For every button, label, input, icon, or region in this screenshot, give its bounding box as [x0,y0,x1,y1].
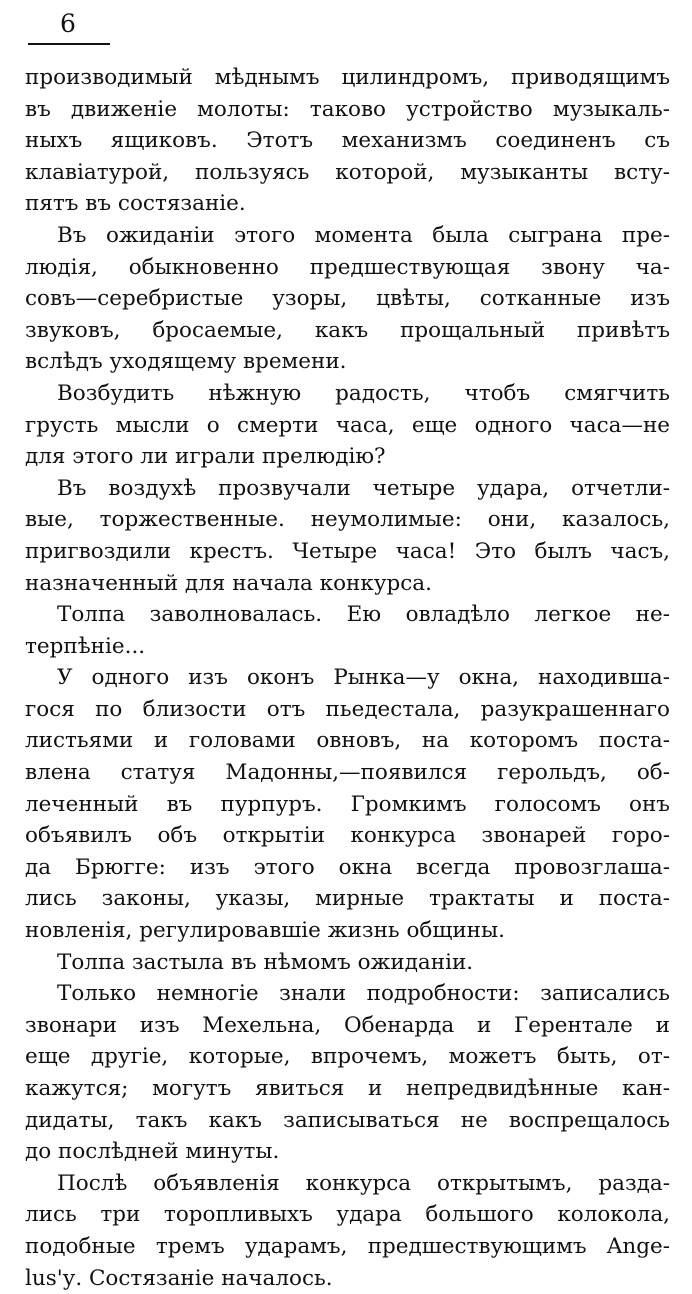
text-line: lus'у. Состязаніе началось. [25,1265,333,1291]
text-line: Только немногіе знали подробности: записались [57,981,670,1007]
text-line: подобные тремъ ударамъ, предшествующимъ Ange- [25,1233,670,1259]
text-line: объявилъ объ открытіи конкурса звонарей горо- [25,823,670,849]
text-line: листьями и головами овновъ, на которомъ поста- [25,728,670,754]
text-line: въ движеніе молоты: таково устройство музыкаль- [25,96,670,122]
text-line: еще другіе, которые, впрочемъ, можетъ быть, от- [25,1044,670,1070]
page-number: 6 [60,9,76,38]
text-line: звуковъ, бросаемые, какъ прощальный привѣтъ [25,317,670,343]
text-line: Въ воздухѣ прозвучали четыре удара, отчетли- [57,475,670,501]
text-line: да Брюгге: изъ этого окна всегда провозглаша- [25,854,670,880]
text-line: пригвоздили крестъ. Четыре часа! Это былъ часъ, [25,538,670,564]
text-line: леченный въ пурпуръ. Громкимъ голосомъ онъ [25,791,670,817]
text-line: лись три торопливыхъ удара большого колокола, [25,1202,670,1228]
body-text [25,62,670,1294]
header-rule [28,43,110,45]
text-line: У одного изъ оконъ Рынка—у окна, находивша- [57,665,670,691]
text-line: для этого ли играли прелюдію? [25,444,386,470]
text-line: Послѣ объявленія конкурса открытымъ, разда- [57,1170,670,1196]
text-line: терпѣніе... [25,633,146,659]
text-line: звонари изъ Мехельна, Обенарда и Герентале и [25,1012,670,1038]
text-line: влена статуя Мадонны,—появился герольдъ, об- [25,760,670,786]
text-line: производимый мѣднымъ цилиндромъ, приводящимъ [25,65,670,90]
text-line: лись законы, указы, мирные трактаты и поста- [25,886,670,912]
text-line: вслѣдъ уходящему времени. [25,349,347,375]
text-line: дидаты, такъ какъ записываться не воспрещалось [25,1107,670,1133]
text-line: Въ ожиданіи этого момента была сыграна пре- [57,222,670,248]
text-line: вые, торжественные. неумолимые: они, казалось, [25,507,670,533]
text-line: Толпа застыла въ нѣмомъ ожиданіи. [57,949,474,975]
text-line: грусть мысли о смерти часа, еще одного часа—не [25,412,670,438]
text-line: назначенный для начала конкурса. [25,570,432,596]
text-line: ныхъ ящиковъ. Этотъ механизмъ соединенъ съ [25,128,670,154]
text-line: Возбудить нѣжную радость, чтобъ смягчить [57,380,670,406]
text-line: до послѣдней минуты. [25,1139,280,1165]
text-line: Толпа заволновалась. Ею овладѣло легкое не- [57,602,670,628]
text-line: кажутся; могутъ явиться и непредвидѣнные кан- [25,1076,670,1101]
text-line: людія, обыкновенно предшествующая звону ча- [25,254,670,280]
text-line: клавіатурой, пользуясь которой, музыканты всту- [25,159,670,185]
text-line: совъ—серебристые узоры, цвѣты, сотканные изъ [25,286,670,312]
text-line: пятъ въ состязаніе. [25,191,246,217]
text-line: гося по близости отъ пьедестала, разукрашеннаго [25,696,670,722]
text-line: новленія, регулировавшіе жизнь общины. [25,918,505,944]
